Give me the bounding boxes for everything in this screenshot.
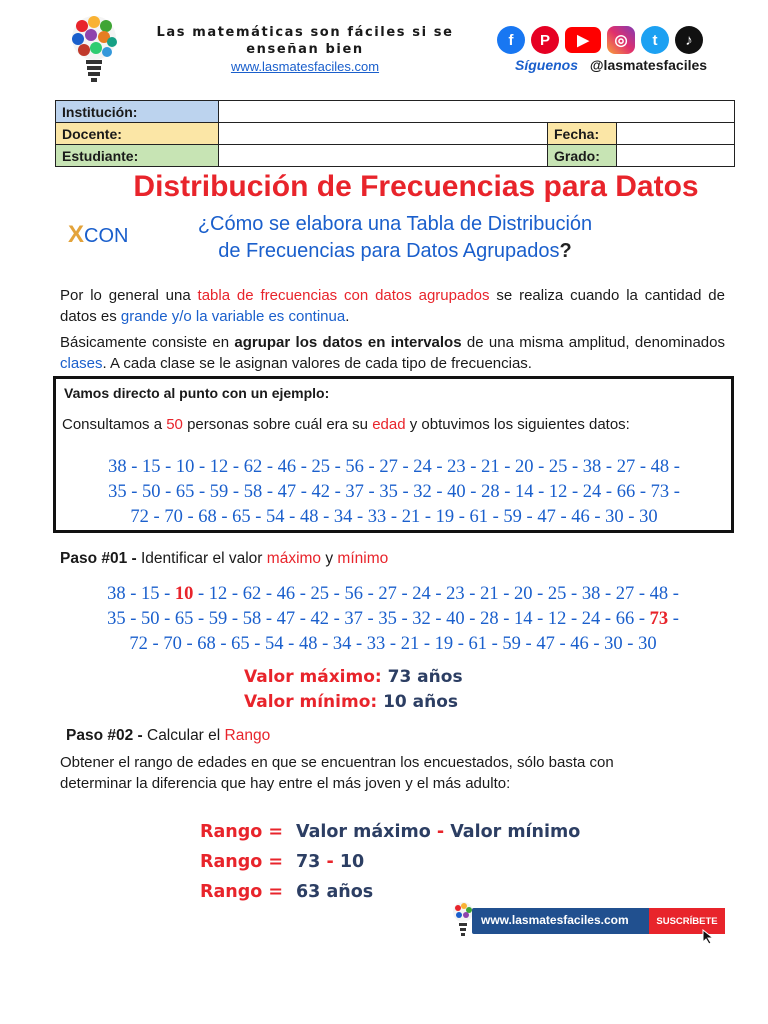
institucion-field[interactable] [219,101,735,123]
text: 38 - 15 - [107,584,175,604]
intro-paragraph [60,285,725,327]
text: de una misma amplitud, denominados [461,334,725,351]
twitter-icon[interactable]: t [641,26,669,54]
grado-field[interactable] [617,145,735,167]
highlight-text: grande y/o la variable es continua [120,308,346,325]
range-substitution [200,852,364,872]
data-row-2 [43,607,743,632]
min-value-highlight: 10 [174,584,194,604]
max-value-line [244,665,463,690]
text: . [345,308,350,325]
equals-sign: = [268,822,284,842]
text: Básicamente consiste en [60,334,235,351]
definition-paragraph [60,332,725,374]
data-row-3: 72 - 70 - 68 - 65 - 54 - 48 - 34 - 33 - 21 - 19 - 61 - 59 - 47 - 46 - 30 - 30 [130,507,658,527]
subscribe-banner[interactable] [452,900,725,938]
substituted-max: 73 [296,852,321,872]
equals-sign: = [268,882,284,902]
fecha-label: Fecha: [548,123,617,145]
explanation-line-2: determinar la diferencia que hay entre el más joven y el más adulto: [60,775,511,792]
range-label [200,822,296,842]
text: Identificar el valor [136,550,267,567]
text: Calcular el [142,727,225,744]
bold-text: agrupar los datos en intervalos [234,334,462,351]
example-heading: Vamos directo al punto con un ejemplo: [64,385,330,401]
xcon-x: X [68,221,85,248]
social-handle[interactable]: @lasmatesfaciles [589,57,708,73]
text: . A cada clase se le asignan valores de cada tipo de frecuencias. [102,355,532,372]
grado-label: Grado: [548,145,617,167]
page-header [0,0,768,95]
formula-max: Valor máximo [296,822,431,842]
range-label [200,882,296,902]
site-url-link[interactable]: www.lasmatesfaciles.com [230,59,380,74]
equals-sign: = [268,852,284,872]
data-row-2: 35 - 50 - 65 - 59 - 58 - 47 - 42 - 37 - 35 - 32 - 40 - 28 - 14 - 12 - 24 - 66 - 73 - [108,482,680,502]
text: - [668,609,679,629]
max-min-values [244,665,463,715]
institucion-label: Institución: [56,101,219,123]
subtitle [150,211,640,265]
estudiante-label: Estudiante: [56,145,219,167]
banner-url[interactable]: www.lasmatesfaciles.com [481,913,629,927]
max-value-highlight: 73 [649,609,669,629]
text: 35 - 50 - 65 - 59 - 58 - 47 - 42 - 37 - 35 - 32 - 40 - 28 - 14 - 12 - 24 - 66 - [107,609,650,629]
highlight-text: Rango [224,727,271,744]
variable-name: edad [372,416,406,433]
data-list-highlighted [43,582,743,657]
tiktok-icon[interactable]: ♪ [675,26,703,54]
example-box [53,376,734,533]
minus-sign: - [436,822,445,842]
formula-min: Valor mínimo [450,822,581,842]
docente-label: Docente: [56,123,219,145]
lightbulb-logo-icon [452,900,474,938]
subscribe-button[interactable]: SUSCRÍBETE [649,908,725,934]
range-word: Rango [200,882,263,902]
facebook-icon[interactable]: f [497,26,525,54]
min-label: Valor mínimo: [244,692,378,712]
follow-label: Síguenos [515,57,579,73]
range-value: 63 años [296,882,374,902]
range-formula [200,822,580,842]
xcon-logo [68,221,128,249]
explanation-line-1: Obtener el rango de edades en que se encuentran los encuestados, sólo basta con [60,754,614,771]
data-row-3: 72 - 70 - 68 - 65 - 54 - 48 - 34 - 33 - 21 - 19 - 61 - 59 - 47 - 46 - 30 - 30 [129,634,657,654]
youtube-icon[interactable]: ▶ [565,27,601,53]
min-value: 10 años [383,692,459,712]
step-label: Paso #02 - [66,727,143,744]
max-value: 73 años [387,667,463,687]
subtitle-line-2: de Frecuencias para Datos Agrupados [218,240,560,262]
xcon-text: CON [84,225,129,247]
max-label: Valor máximo: [244,667,382,687]
sample-size: 50 [166,416,183,433]
data-row-1: 38 - 15 - 10 - 12 - 62 - 46 - 25 - 56 - 27 - 24 - 23 - 21 - 20 - 25 - 38 - 27 - 48 - [108,457,680,477]
data-row-1 [43,582,743,607]
substituted-min: 10 [339,852,365,872]
highlight-text: tabla de frecuencias con datos agrupados [197,287,490,304]
text: Consultamos a [62,416,167,433]
data-list [44,455,744,530]
follow-line [515,57,707,73]
minus-sign: - [326,852,334,872]
subtitle-line-1: ¿Cómo se elabora una Tabla de Distribución [197,213,593,235]
estudiante-field[interactable] [219,145,548,167]
subtitle-qmark: ? [559,240,572,262]
slogan-line-2: enseñan bien [246,42,364,57]
text: personas sobre cuál era su [182,416,373,433]
range-result [200,882,373,902]
step-label: Paso #01 - [60,550,137,567]
text: y [321,550,338,567]
slogan-line-1: Las matemáticas son fáciles si se [156,25,454,40]
text: se realiza cuando la cantidad de datos es [60,287,725,325]
min-value-line [244,690,463,715]
highlight-text: máximo [266,550,322,567]
cursor-icon [702,929,716,945]
text: y obtuvimos los siguientes datos: [405,416,630,433]
site-slogan [150,24,460,58]
highlight-text: clases [60,355,103,372]
text: Por lo general una [60,287,198,304]
fecha-field[interactable] [617,123,735,145]
step-2-heading [66,727,270,745]
range-word: Rango [200,822,263,842]
social-links [497,26,703,54]
docente-field[interactable] [219,123,548,145]
range-explanation [60,752,725,794]
example-description [62,416,630,433]
range-label [200,852,296,872]
page-title: Distribución de Frecuencias para Datos [133,170,699,203]
text: - 12 - 62 - 46 - 25 - 56 - 27 - 24 - 23 - 21 - 20 - 25 - 38 - 27 - 48 - [193,584,679,604]
pinterest-icon[interactable]: P [531,26,559,54]
highlight-text: mínimo [337,550,389,567]
range-word: Rango [200,852,263,872]
instagram-icon[interactable]: ◎ [607,26,635,54]
lightbulb-logo-icon [66,14,122,84]
student-info-table [55,100,735,167]
step-1-heading [60,550,388,568]
